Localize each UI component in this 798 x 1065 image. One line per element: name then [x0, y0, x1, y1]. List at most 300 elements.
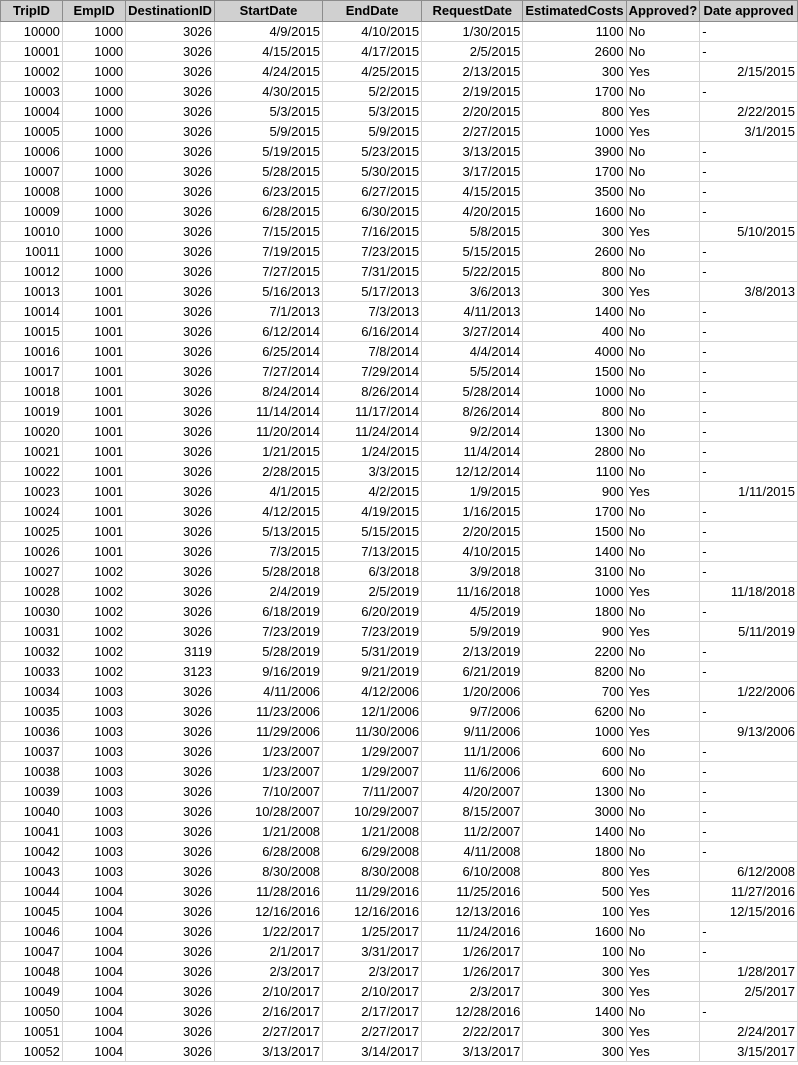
- approved-cell[interactable]: Yes: [626, 682, 700, 702]
- tripid-cell[interactable]: 10035: [1, 702, 63, 722]
- empid-cell[interactable]: 1000: [62, 202, 125, 222]
- approved-cell[interactable]: No: [626, 142, 700, 162]
- estimatedcosts-cell[interactable]: 800: [523, 262, 626, 282]
- estimatedcosts-cell[interactable]: 1500: [523, 522, 626, 542]
- requestdate-cell[interactable]: 3/9/2018: [422, 562, 523, 582]
- approved-cell[interactable]: No: [626, 402, 700, 422]
- startdate-cell[interactable]: 2/10/2017: [214, 982, 322, 1002]
- estimatedcosts-cell[interactable]: 1100: [523, 462, 626, 482]
- date-approved-cell[interactable]: 5/10/2015: [700, 222, 798, 242]
- empid-cell[interactable]: 1000: [62, 122, 125, 142]
- requestdate-cell[interactable]: 11/2/2007: [422, 822, 523, 842]
- startdate-cell[interactable]: 2/3/2017: [214, 962, 322, 982]
- startdate-cell[interactable]: 1/23/2007: [214, 762, 322, 782]
- approved-cell[interactable]: No: [626, 82, 700, 102]
- date-approved-cell[interactable]: -: [700, 502, 798, 522]
- tripid-cell[interactable]: 10042: [1, 842, 63, 862]
- date-approved-cell[interactable]: 1/22/2006: [700, 682, 798, 702]
- enddate-cell[interactable]: 7/23/2019: [323, 622, 422, 642]
- estimatedcosts-cell[interactable]: 800: [523, 402, 626, 422]
- destinationid-cell[interactable]: 3026: [126, 982, 215, 1002]
- approved-cell[interactable]: Yes: [626, 122, 700, 142]
- enddate-cell[interactable]: 1/24/2015: [323, 442, 422, 462]
- enddate-cell[interactable]: 9/21/2019: [323, 662, 422, 682]
- destinationid-cell[interactable]: 3026: [126, 802, 215, 822]
- requestdate-cell[interactable]: 2/5/2015: [422, 42, 523, 62]
- approved-cell[interactable]: Yes: [626, 482, 700, 502]
- tripid-cell[interactable]: 10048: [1, 962, 63, 982]
- destinationid-cell[interactable]: 3026: [126, 402, 215, 422]
- startdate-cell[interactable]: 5/13/2015: [214, 522, 322, 542]
- date-approved-cell[interactable]: -: [700, 422, 798, 442]
- estimatedcosts-cell[interactable]: 500: [523, 882, 626, 902]
- startdate-cell[interactable]: 2/4/2019: [214, 582, 322, 602]
- startdate-cell[interactable]: 6/28/2008: [214, 842, 322, 862]
- startdate-cell[interactable]: 2/27/2017: [214, 1022, 322, 1042]
- empid-cell[interactable]: 1002: [62, 582, 125, 602]
- tripid-cell[interactable]: 10008: [1, 182, 63, 202]
- startdate-cell[interactable]: 7/15/2015: [214, 222, 322, 242]
- destinationid-cell[interactable]: 3026: [126, 122, 215, 142]
- requestdate-cell[interactable]: 4/20/2015: [422, 202, 523, 222]
- requestdate-cell[interactable]: 3/27/2014: [422, 322, 523, 342]
- startdate-cell[interactable]: 4/12/2015: [214, 502, 322, 522]
- tripid-cell[interactable]: 10023: [1, 482, 63, 502]
- approved-cell[interactable]: Yes: [626, 582, 700, 602]
- estimatedcosts-cell[interactable]: 1000: [523, 122, 626, 142]
- date-approved-cell[interactable]: -: [700, 662, 798, 682]
- startdate-cell[interactable]: 1/21/2015: [214, 442, 322, 462]
- date-approved-cell[interactable]: 11/27/2016: [700, 882, 798, 902]
- estimatedcosts-cell[interactable]: 300: [523, 222, 626, 242]
- empid-cell[interactable]: 1000: [62, 262, 125, 282]
- enddate-cell[interactable]: 1/25/2017: [323, 922, 422, 942]
- approved-cell[interactable]: Yes: [626, 1022, 700, 1042]
- destinationid-cell[interactable]: 3026: [126, 82, 215, 102]
- requestdate-cell[interactable]: 2/22/2017: [422, 1022, 523, 1042]
- empid-cell[interactable]: 1003: [62, 702, 125, 722]
- approved-cell[interactable]: No: [626, 442, 700, 462]
- estimatedcosts-cell[interactable]: 1400: [523, 302, 626, 322]
- destinationid-cell[interactable]: 3026: [126, 422, 215, 442]
- estimatedcosts-cell[interactable]: 2600: [523, 242, 626, 262]
- header-empid[interactable]: EmpID: [62, 1, 125, 22]
- approved-cell[interactable]: No: [626, 642, 700, 662]
- empid-cell[interactable]: 1000: [62, 42, 125, 62]
- approved-cell[interactable]: No: [626, 182, 700, 202]
- enddate-cell[interactable]: 5/30/2015: [323, 162, 422, 182]
- estimatedcosts-cell[interactable]: 900: [523, 622, 626, 642]
- approved-cell[interactable]: No: [626, 842, 700, 862]
- estimatedcosts-cell[interactable]: 1300: [523, 782, 626, 802]
- enddate-cell[interactable]: 6/30/2015: [323, 202, 422, 222]
- empid-cell[interactable]: 1003: [62, 722, 125, 742]
- destinationid-cell[interactable]: 3026: [126, 742, 215, 762]
- startdate-cell[interactable]: 11/20/2014: [214, 422, 322, 442]
- empid-cell[interactable]: 1001: [62, 422, 125, 442]
- destinationid-cell[interactable]: 3026: [126, 282, 215, 302]
- date-approved-cell[interactable]: 3/1/2015: [700, 122, 798, 142]
- requestdate-cell[interactable]: 4/11/2013: [422, 302, 523, 322]
- tripid-cell[interactable]: 10015: [1, 322, 63, 342]
- date-approved-cell[interactable]: 11/18/2018: [700, 582, 798, 602]
- tripid-cell[interactable]: 10025: [1, 522, 63, 542]
- tripid-cell[interactable]: 10001: [1, 42, 63, 62]
- tripid-cell[interactable]: 10046: [1, 922, 63, 942]
- destinationid-cell[interactable]: 3026: [126, 582, 215, 602]
- date-approved-cell[interactable]: -: [700, 342, 798, 362]
- startdate-cell[interactable]: 5/16/2013: [214, 282, 322, 302]
- startdate-cell[interactable]: 5/28/2015: [214, 162, 322, 182]
- destinationid-cell[interactable]: 3026: [126, 1022, 215, 1042]
- approved-cell[interactable]: No: [626, 342, 700, 362]
- header-tripid[interactable]: TripID: [1, 1, 63, 22]
- header-destinationid[interactable]: DestinationID: [126, 1, 215, 22]
- date-approved-cell[interactable]: -: [700, 142, 798, 162]
- destinationid-cell[interactable]: 3026: [126, 302, 215, 322]
- requestdate-cell[interactable]: 5/9/2019: [422, 622, 523, 642]
- approved-cell[interactable]: Yes: [626, 1042, 700, 1062]
- estimatedcosts-cell[interactable]: 1600: [523, 202, 626, 222]
- tripid-cell[interactable]: 10044: [1, 882, 63, 902]
- empid-cell[interactable]: 1003: [62, 762, 125, 782]
- estimatedcosts-cell[interactable]: 1700: [523, 82, 626, 102]
- enddate-cell[interactable]: 3/14/2017: [323, 1042, 422, 1062]
- approved-cell[interactable]: No: [626, 1002, 700, 1022]
- enddate-cell[interactable]: 7/8/2014: [323, 342, 422, 362]
- requestdate-cell[interactable]: 1/9/2015: [422, 482, 523, 502]
- startdate-cell[interactable]: 7/27/2014: [214, 362, 322, 382]
- approved-cell[interactable]: No: [626, 742, 700, 762]
- tripid-cell[interactable]: 10027: [1, 562, 63, 582]
- empid-cell[interactable]: 1001: [62, 362, 125, 382]
- approved-cell[interactable]: Yes: [626, 862, 700, 882]
- startdate-cell[interactable]: 5/28/2019: [214, 642, 322, 662]
- enddate-cell[interactable]: 6/3/2018: [323, 562, 422, 582]
- estimatedcosts-cell[interactable]: 600: [523, 762, 626, 782]
- approved-cell[interactable]: Yes: [626, 62, 700, 82]
- date-approved-cell[interactable]: -: [700, 602, 798, 622]
- empid-cell[interactable]: 1000: [62, 62, 125, 82]
- date-approved-cell[interactable]: -: [700, 402, 798, 422]
- enddate-cell[interactable]: 8/30/2008: [323, 862, 422, 882]
- requestdate-cell[interactable]: 1/26/2017: [422, 942, 523, 962]
- header-estimatedcosts[interactable]: EstimatedCosts: [523, 1, 626, 22]
- destinationid-cell[interactable]: 3026: [126, 542, 215, 562]
- startdate-cell[interactable]: 5/28/2018: [214, 562, 322, 582]
- estimatedcosts-cell[interactable]: 3100: [523, 562, 626, 582]
- requestdate-cell[interactable]: 12/28/2016: [422, 1002, 523, 1022]
- date-approved-cell[interactable]: -: [700, 242, 798, 262]
- enddate-cell[interactable]: 5/17/2013: [323, 282, 422, 302]
- estimatedcosts-cell[interactable]: 1800: [523, 602, 626, 622]
- enddate-cell[interactable]: 11/24/2014: [323, 422, 422, 442]
- empid-cell[interactable]: 1004: [62, 1042, 125, 1062]
- requestdate-cell[interactable]: 11/24/2016: [422, 922, 523, 942]
- estimatedcosts-cell[interactable]: 1000: [523, 582, 626, 602]
- enddate-cell[interactable]: 7/23/2015: [323, 242, 422, 262]
- requestdate-cell[interactable]: 2/20/2015: [422, 102, 523, 122]
- date-approved-cell[interactable]: 9/13/2006: [700, 722, 798, 742]
- approved-cell[interactable]: No: [626, 802, 700, 822]
- requestdate-cell[interactable]: 3/17/2015: [422, 162, 523, 182]
- startdate-cell[interactable]: 7/10/2007: [214, 782, 322, 802]
- approved-cell[interactable]: No: [626, 262, 700, 282]
- tripid-cell[interactable]: 10051: [1, 1022, 63, 1042]
- estimatedcosts-cell[interactable]: 900: [523, 482, 626, 502]
- startdate-cell[interactable]: 7/27/2015: [214, 262, 322, 282]
- destinationid-cell[interactable]: 3026: [126, 862, 215, 882]
- enddate-cell[interactable]: 2/3/2017: [323, 962, 422, 982]
- destinationid-cell[interactable]: 3026: [126, 922, 215, 942]
- startdate-cell[interactable]: 4/11/2006: [214, 682, 322, 702]
- startdate-cell[interactable]: 5/3/2015: [214, 102, 322, 122]
- empid-cell[interactable]: 1004: [62, 882, 125, 902]
- empid-cell[interactable]: 1001: [62, 382, 125, 402]
- destinationid-cell[interactable]: 3026: [126, 502, 215, 522]
- destinationid-cell[interactable]: 3026: [126, 762, 215, 782]
- requestdate-cell[interactable]: 5/22/2015: [422, 262, 523, 282]
- destinationid-cell[interactable]: 3026: [126, 162, 215, 182]
- header-enddate[interactable]: EndDate: [323, 1, 422, 22]
- date-approved-cell[interactable]: -: [700, 842, 798, 862]
- tripid-cell[interactable]: 10021: [1, 442, 63, 462]
- requestdate-cell[interactable]: 3/6/2013: [422, 282, 523, 302]
- date-approved-cell[interactable]: -: [700, 822, 798, 842]
- requestdate-cell[interactable]: 11/25/2016: [422, 882, 523, 902]
- date-approved-cell[interactable]: -: [700, 82, 798, 102]
- estimatedcosts-cell[interactable]: 300: [523, 1042, 626, 1062]
- empid-cell[interactable]: 1000: [62, 102, 125, 122]
- startdate-cell[interactable]: 11/29/2006: [214, 722, 322, 742]
- startdate-cell[interactable]: 2/1/2017: [214, 942, 322, 962]
- estimatedcosts-cell[interactable]: 1300: [523, 422, 626, 442]
- enddate-cell[interactable]: 1/29/2007: [323, 762, 422, 782]
- requestdate-cell[interactable]: 4/10/2015: [422, 542, 523, 562]
- approved-cell[interactable]: No: [626, 662, 700, 682]
- date-approved-cell[interactable]: -: [700, 362, 798, 382]
- approved-cell[interactable]: No: [626, 162, 700, 182]
- requestdate-cell[interactable]: 9/11/2006: [422, 722, 523, 742]
- empid-cell[interactable]: 1000: [62, 222, 125, 242]
- estimatedcosts-cell[interactable]: 1400: [523, 822, 626, 842]
- date-approved-cell[interactable]: -: [700, 462, 798, 482]
- tripid-cell[interactable]: 10028: [1, 582, 63, 602]
- startdate-cell[interactable]: 4/15/2015: [214, 42, 322, 62]
- date-approved-cell[interactable]: 1/28/2017: [700, 962, 798, 982]
- enddate-cell[interactable]: 5/31/2019: [323, 642, 422, 662]
- destinationid-cell[interactable]: 3123: [126, 662, 215, 682]
- enddate-cell[interactable]: 5/23/2015: [323, 142, 422, 162]
- estimatedcosts-cell[interactable]: 1500: [523, 362, 626, 382]
- empid-cell[interactable]: 1004: [62, 982, 125, 1002]
- date-approved-cell[interactable]: -: [700, 522, 798, 542]
- tripid-cell[interactable]: 10034: [1, 682, 63, 702]
- date-approved-cell[interactable]: 5/11/2019: [700, 622, 798, 642]
- empid-cell[interactable]: 1004: [62, 962, 125, 982]
- startdate-cell[interactable]: 7/23/2019: [214, 622, 322, 642]
- estimatedcosts-cell[interactable]: 300: [523, 962, 626, 982]
- startdate-cell[interactable]: 2/16/2017: [214, 1002, 322, 1022]
- destinationid-cell[interactable]: 3026: [126, 1042, 215, 1062]
- requestdate-cell[interactable]: 5/28/2014: [422, 382, 523, 402]
- requestdate-cell[interactable]: 1/26/2017: [422, 962, 523, 982]
- approved-cell[interactable]: No: [626, 242, 700, 262]
- startdate-cell[interactable]: 4/9/2015: [214, 22, 322, 42]
- enddate-cell[interactable]: 4/25/2015: [323, 62, 422, 82]
- estimatedcosts-cell[interactable]: 4000: [523, 342, 626, 362]
- destinationid-cell[interactable]: 3026: [126, 842, 215, 862]
- startdate-cell[interactable]: 7/1/2013: [214, 302, 322, 322]
- approved-cell[interactable]: Yes: [626, 982, 700, 1002]
- approved-cell[interactable]: No: [626, 202, 700, 222]
- date-approved-cell[interactable]: -: [700, 762, 798, 782]
- approved-cell[interactable]: Yes: [626, 962, 700, 982]
- destinationid-cell[interactable]: 3026: [126, 382, 215, 402]
- tripid-cell[interactable]: 10050: [1, 1002, 63, 1022]
- estimatedcosts-cell[interactable]: 1000: [523, 382, 626, 402]
- approved-cell[interactable]: Yes: [626, 282, 700, 302]
- requestdate-cell[interactable]: 2/20/2015: [422, 522, 523, 542]
- requestdate-cell[interactable]: 1/16/2015: [422, 502, 523, 522]
- destinationid-cell[interactable]: 3026: [126, 902, 215, 922]
- tripid-cell[interactable]: 10019: [1, 402, 63, 422]
- approved-cell[interactable]: No: [626, 42, 700, 62]
- estimatedcosts-cell[interactable]: 1700: [523, 162, 626, 182]
- approved-cell[interactable]: No: [626, 822, 700, 842]
- requestdate-cell[interactable]: 12/13/2016: [422, 902, 523, 922]
- requestdate-cell[interactable]: 3/13/2017: [422, 1042, 523, 1062]
- approved-cell[interactable]: No: [626, 462, 700, 482]
- tripid-cell[interactable]: 10043: [1, 862, 63, 882]
- empid-cell[interactable]: 1000: [62, 142, 125, 162]
- empid-cell[interactable]: 1003: [62, 822, 125, 842]
- tripid-cell[interactable]: 10032: [1, 642, 63, 662]
- startdate-cell[interactable]: 4/24/2015: [214, 62, 322, 82]
- empid-cell[interactable]: 1003: [62, 742, 125, 762]
- enddate-cell[interactable]: 5/2/2015: [323, 82, 422, 102]
- date-approved-cell[interactable]: -: [700, 802, 798, 822]
- tripid-cell[interactable]: 10018: [1, 382, 63, 402]
- approved-cell[interactable]: No: [626, 362, 700, 382]
- enddate-cell[interactable]: 11/29/2016: [323, 882, 422, 902]
- requestdate-cell[interactable]: 8/26/2014: [422, 402, 523, 422]
- destinationid-cell[interactable]: 3026: [126, 602, 215, 622]
- destinationid-cell[interactable]: 3026: [126, 522, 215, 542]
- startdate-cell[interactable]: 11/14/2014: [214, 402, 322, 422]
- requestdate-cell[interactable]: 6/21/2019: [422, 662, 523, 682]
- estimatedcosts-cell[interactable]: 800: [523, 862, 626, 882]
- empid-cell[interactable]: 1002: [62, 562, 125, 582]
- tripid-cell[interactable]: 10004: [1, 102, 63, 122]
- approved-cell[interactable]: Yes: [626, 882, 700, 902]
- approved-cell[interactable]: Yes: [626, 222, 700, 242]
- date-approved-cell[interactable]: -: [700, 382, 798, 402]
- destinationid-cell[interactable]: 3026: [126, 182, 215, 202]
- requestdate-cell[interactable]: 12/12/2014: [422, 462, 523, 482]
- tripid-cell[interactable]: 10006: [1, 142, 63, 162]
- estimatedcosts-cell[interactable]: 2600: [523, 42, 626, 62]
- requestdate-cell[interactable]: 11/4/2014: [422, 442, 523, 462]
- enddate-cell[interactable]: 3/31/2017: [323, 942, 422, 962]
- enddate-cell[interactable]: 7/11/2007: [323, 782, 422, 802]
- empid-cell[interactable]: 1001: [62, 522, 125, 542]
- requestdate-cell[interactable]: 8/15/2007: [422, 802, 523, 822]
- destinationid-cell[interactable]: 3026: [126, 682, 215, 702]
- date-approved-cell[interactable]: -: [700, 742, 798, 762]
- requestdate-cell[interactable]: 2/3/2017: [422, 982, 523, 1002]
- date-approved-cell[interactable]: -: [700, 922, 798, 942]
- estimatedcosts-cell[interactable]: 300: [523, 1022, 626, 1042]
- estimatedcosts-cell[interactable]: 300: [523, 62, 626, 82]
- requestdate-cell[interactable]: 4/4/2014: [422, 342, 523, 362]
- estimatedcosts-cell[interactable]: 400: [523, 322, 626, 342]
- date-approved-cell[interactable]: 1/11/2015: [700, 482, 798, 502]
- estimatedcosts-cell[interactable]: 8200: [523, 662, 626, 682]
- enddate-cell[interactable]: 5/3/2015: [323, 102, 422, 122]
- destinationid-cell[interactable]: 3026: [126, 562, 215, 582]
- estimatedcosts-cell[interactable]: 300: [523, 982, 626, 1002]
- startdate-cell[interactable]: 3/13/2017: [214, 1042, 322, 1062]
- startdate-cell[interactable]: 4/30/2015: [214, 82, 322, 102]
- approved-cell[interactable]: No: [626, 22, 700, 42]
- requestdate-cell[interactable]: 2/13/2019: [422, 642, 523, 662]
- empid-cell[interactable]: 1003: [62, 682, 125, 702]
- estimatedcosts-cell[interactable]: 100: [523, 902, 626, 922]
- tripid-cell[interactable]: 10010: [1, 222, 63, 242]
- estimatedcosts-cell[interactable]: 1600: [523, 922, 626, 942]
- empid-cell[interactable]: 1002: [62, 602, 125, 622]
- tripid-cell[interactable]: 10003: [1, 82, 63, 102]
- estimatedcosts-cell[interactable]: 3900: [523, 142, 626, 162]
- requestdate-cell[interactable]: 5/15/2015: [422, 242, 523, 262]
- estimatedcosts-cell[interactable]: 1400: [523, 542, 626, 562]
- estimatedcosts-cell[interactable]: 300: [523, 282, 626, 302]
- approved-cell[interactable]: Yes: [626, 102, 700, 122]
- estimatedcosts-cell[interactable]: 1800: [523, 842, 626, 862]
- destinationid-cell[interactable]: 3026: [126, 482, 215, 502]
- startdate-cell[interactable]: 6/12/2014: [214, 322, 322, 342]
- approved-cell[interactable]: No: [626, 922, 700, 942]
- tripid-cell[interactable]: 10020: [1, 422, 63, 442]
- tripid-cell[interactable]: 10013: [1, 282, 63, 302]
- empid-cell[interactable]: 1002: [62, 642, 125, 662]
- destinationid-cell[interactable]: 3026: [126, 322, 215, 342]
- destinationid-cell[interactable]: 3026: [126, 242, 215, 262]
- requestdate-cell[interactable]: 1/20/2006: [422, 682, 523, 702]
- enddate-cell[interactable]: 8/26/2014: [323, 382, 422, 402]
- empid-cell[interactable]: 1003: [62, 842, 125, 862]
- approved-cell[interactable]: No: [626, 502, 700, 522]
- enddate-cell[interactable]: 11/30/2006: [323, 722, 422, 742]
- startdate-cell[interactable]: 6/23/2015: [214, 182, 322, 202]
- enddate-cell[interactable]: 7/29/2014: [323, 362, 422, 382]
- date-approved-cell[interactable]: -: [700, 42, 798, 62]
- tripid-cell[interactable]: 10041: [1, 822, 63, 842]
- date-approved-cell[interactable]: 2/24/2017: [700, 1022, 798, 1042]
- approved-cell[interactable]: No: [626, 702, 700, 722]
- destinationid-cell[interactable]: 3026: [126, 782, 215, 802]
- approved-cell[interactable]: No: [626, 542, 700, 562]
- startdate-cell[interactable]: 1/21/2008: [214, 822, 322, 842]
- tripid-cell[interactable]: 10024: [1, 502, 63, 522]
- destinationid-cell[interactable]: 3026: [126, 22, 215, 42]
- enddate-cell[interactable]: 3/3/2015: [323, 462, 422, 482]
- requestdate-cell[interactable]: 9/7/2006: [422, 702, 523, 722]
- empid-cell[interactable]: 1000: [62, 22, 125, 42]
- tripid-cell[interactable]: 10047: [1, 942, 63, 962]
- empid-cell[interactable]: 1004: [62, 1022, 125, 1042]
